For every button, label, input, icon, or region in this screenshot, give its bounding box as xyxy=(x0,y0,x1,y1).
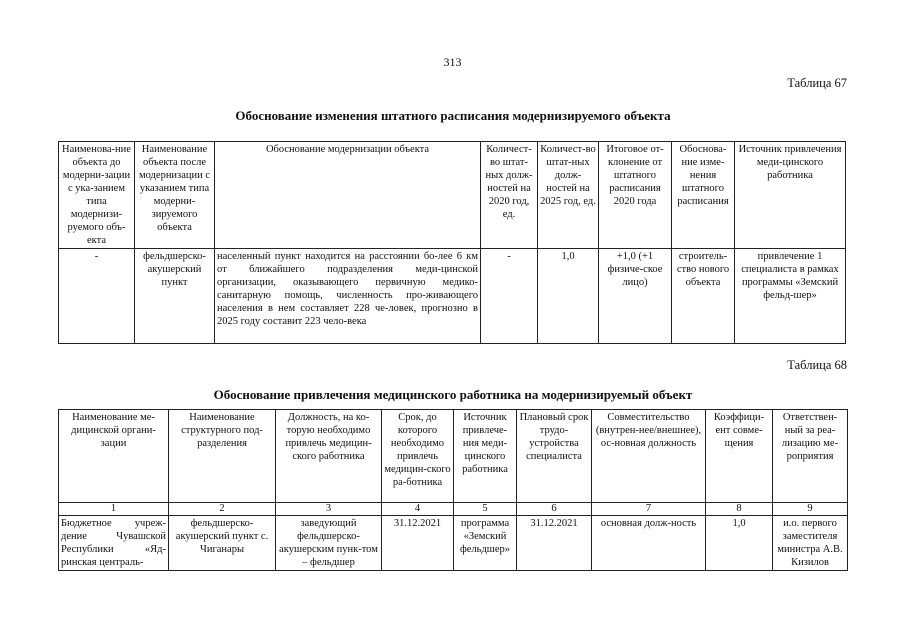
table-67-header-cell: Обоснование модернизации объекта xyxy=(215,142,481,249)
table-67-header-cell: Количест-во штат-ных долж-ностей на 2025 год, ед. xyxy=(538,142,599,249)
table-cell: - xyxy=(59,249,135,344)
table-68-header-cell: Плановый срок трудо-устройства специалиста xyxy=(517,410,592,503)
column-number: 7 xyxy=(592,503,706,516)
table-cell: и.о. первого заместителя министра А.В. Кизилов xyxy=(773,516,848,571)
table-68-header-cell: Источник привлече-ния меди-цинского работника xyxy=(454,410,517,503)
table-68 xyxy=(58,409,848,571)
table-68-header-cell: Срок, до которого необходимо привлечь медицин-ского ра-ботника xyxy=(382,410,454,503)
table-cell: привлечение 1 специалиста в рамках программы «Земский фельд-шер» xyxy=(735,249,846,344)
column-number: 3 xyxy=(276,503,382,516)
table-68-title: Обоснование привлечения медицинского работника на модернизируемый объект xyxy=(213,387,693,402)
page-number: 313 xyxy=(443,55,462,69)
table-68-header-cell: Наименование структурного под-разделения xyxy=(169,410,276,503)
column-number: 2 xyxy=(169,503,276,516)
table-67-header-cell: Наименование объекта после модернизации с указанием типа модерни-зируемого объекта xyxy=(135,142,215,249)
table-67-header-cell: Обоснова-ние изме-нения штатного расписания xyxy=(672,142,735,249)
table-68-header-cell: Ответствен-ный за реа-лизацию ме-роприятия xyxy=(773,410,848,503)
table-68-header-cell: Коэффици-ент совме-щения xyxy=(706,410,773,503)
table-cell: заведующий фельдшерско-акушерским пунк-том – фельдшер xyxy=(276,516,382,571)
column-number: 9 xyxy=(773,503,848,516)
table-cell: основная долж-ность xyxy=(592,516,706,571)
table-68-number-row xyxy=(59,503,848,516)
column-number: 4 xyxy=(382,503,454,516)
table-68-header-cell: Совместительство (внутрен-нее/внешнее), ос-новная должность xyxy=(592,410,706,503)
table-67-label: Таблица 67 xyxy=(787,76,847,90)
table-67-header-cell: Наименова-ние объекта до модерни-зации с ука-занием типа модернизи-руемого объ-екта xyxy=(59,142,135,249)
table-cell: Бюджетное учреж-дение Чувашской Республики «Яд-ринская централь- xyxy=(59,516,169,571)
table-cell: фельдшерско-акушерский пункт xyxy=(135,249,215,344)
table-row xyxy=(59,249,846,344)
column-number: 8 xyxy=(706,503,773,516)
table-67 xyxy=(58,141,846,344)
table-cell: +1,0 (+1 физиче-ское лицо) xyxy=(599,249,672,344)
table-cell: программа «Земский фельдшер» xyxy=(454,516,517,571)
column-number: 5 xyxy=(454,503,517,516)
table-cell: 31.12.2021 xyxy=(382,516,454,571)
table-67-header-cell: Итоговое от-клонение от штатного расписания 2020 года xyxy=(599,142,672,249)
table-cell: 31.12.2021 xyxy=(517,516,592,571)
table-68-header-cell: Наименование ме-дицинской органи-зации xyxy=(59,410,169,503)
table-cell: 1,0 xyxy=(706,516,773,571)
table-68-header-cell: Должность, на ко-торую необходимо привлечь медицин-ского работника xyxy=(276,410,382,503)
table-67-header-cell: Количест-во штат-ных долж-ностей на 2020 год, ед. xyxy=(481,142,538,249)
column-number: 1 xyxy=(59,503,169,516)
column-number: 6 xyxy=(517,503,592,516)
table-67-title: Обоснование изменения штатного расписания модернизируемого объекта xyxy=(235,108,671,123)
table-67-header-row xyxy=(59,142,846,249)
table-68-header-row xyxy=(59,410,848,503)
table-cell: - xyxy=(481,249,538,344)
table-68-label: Таблица 68 xyxy=(787,358,847,372)
table-row xyxy=(59,516,848,571)
table-cell: населенный пункт находится на расстоянии бо-лее 6 км от ближайшего подразделения меди-цинской организации, оказывающего первичную медико-санитарную помощь, численность про-живающего населения в нем составляет 228 че-ловек, прогнозно в 2025 году составит 223 чело-века xyxy=(215,249,481,344)
table-cell: фельдшерско-акушерский пункт с. Чиганары xyxy=(169,516,276,571)
table-cell: 1,0 xyxy=(538,249,599,344)
table-cell: строитель-ство нового объекта xyxy=(672,249,735,344)
table-67-header-cell: Источник привлечения меди-цинского работника xyxy=(735,142,846,249)
